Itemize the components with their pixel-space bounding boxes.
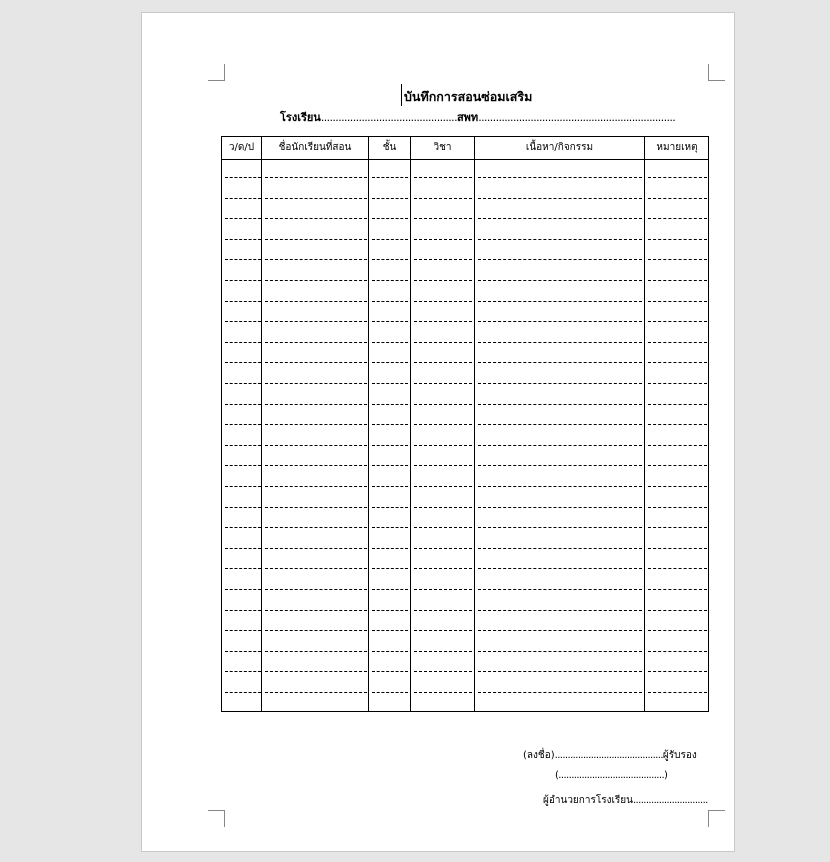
row-dotted-line <box>372 589 408 590</box>
row-dotted-line <box>478 568 642 569</box>
table-row[interactable] <box>222 572 708 593</box>
row-dotted-line <box>265 651 367 652</box>
row-dotted-line <box>648 177 707 178</box>
row-dotted-line <box>265 198 367 199</box>
table-row[interactable] <box>222 325 708 346</box>
row-dotted-line <box>478 280 642 281</box>
row-dotted-line <box>478 692 642 693</box>
row-dotted-line <box>478 630 642 631</box>
table-row[interactable] <box>222 531 708 552</box>
school-line[interactable] <box>280 108 675 126</box>
table-row[interactable] <box>222 551 708 572</box>
document-page <box>141 12 735 852</box>
row-dotted-line <box>648 321 707 322</box>
phone-fill-dots: .................................................................... <box>478 111 676 124</box>
table-row[interactable] <box>222 448 708 469</box>
row-dotted-line <box>414 342 472 343</box>
signature-line[interactable] <box>523 748 697 763</box>
row-dotted-line <box>478 424 642 425</box>
table-row[interactable] <box>222 490 708 511</box>
position-line[interactable] <box>543 793 708 808</box>
row-dotted-line <box>372 198 408 199</box>
row-dotted-line <box>265 507 367 508</box>
row-dotted-line <box>648 218 707 219</box>
table-row[interactable] <box>222 469 708 490</box>
position-label: ผู้อำนวยการโรงเรียน <box>543 795 633 806</box>
row-dotted-line <box>265 465 367 466</box>
table-row[interactable] <box>222 201 708 222</box>
row-dotted-line <box>225 259 261 260</box>
row-dotted-line <box>648 465 707 466</box>
row-dotted-line <box>225 589 261 590</box>
row-dotted-line <box>648 259 707 260</box>
row-dotted-line <box>372 692 408 693</box>
row-dotted-line <box>225 383 261 384</box>
row-dotted-line <box>225 465 261 466</box>
table-row[interactable] <box>222 675 708 696</box>
row-dotted-line <box>372 507 408 508</box>
row-dotted-line <box>648 527 707 528</box>
row-dotted-line <box>265 239 367 240</box>
row-dotted-line <box>478 671 642 672</box>
row-dotted-line <box>372 651 408 652</box>
row-dotted-line <box>478 486 642 487</box>
row-dotted-line <box>265 342 367 343</box>
row-dotted-line <box>648 692 707 693</box>
school-label: โรงเรียน <box>280 111 321 124</box>
table-row[interactable] <box>222 181 708 202</box>
row-dotted-line <box>225 218 261 219</box>
row-dotted-line <box>648 198 707 199</box>
name-line[interactable] <box>555 770 667 781</box>
row-dotted-line <box>372 630 408 631</box>
row-dotted-line <box>648 404 707 405</box>
row-dotted-line <box>265 362 367 363</box>
table-row[interactable] <box>222 160 708 181</box>
row-dotted-line <box>372 301 408 302</box>
row-dotted-line <box>414 445 472 446</box>
row-dotted-line <box>414 280 472 281</box>
phone-label: สพท <box>456 111 479 124</box>
record-table[interactable] <box>221 136 709 712</box>
row-dotted-line <box>265 280 367 281</box>
row-dotted-line <box>225 239 261 240</box>
row-dotted-line <box>414 651 472 652</box>
row-dotted-line <box>372 610 408 611</box>
row-dotted-line <box>648 507 707 508</box>
row-dotted-line <box>265 630 367 631</box>
row-dotted-line <box>265 383 367 384</box>
row-dotted-line <box>372 259 408 260</box>
table-row[interactable] <box>222 222 708 243</box>
row-dotted-line <box>648 589 707 590</box>
row-dotted-line <box>648 342 707 343</box>
row-dotted-line <box>225 651 261 652</box>
row-dotted-line <box>225 568 261 569</box>
row-dotted-line <box>648 630 707 631</box>
row-dotted-line <box>478 383 642 384</box>
row-dotted-line <box>225 301 261 302</box>
row-dotted-line <box>414 692 472 693</box>
row-dotted-line <box>225 424 261 425</box>
row-dotted-line <box>648 280 707 281</box>
row-dotted-line <box>372 568 408 569</box>
crop-mark-top-left <box>208 64 225 81</box>
row-dotted-line <box>414 548 472 549</box>
row-dotted-line <box>478 301 642 302</box>
row-dotted-line <box>225 404 261 405</box>
table-row[interactable] <box>222 407 708 428</box>
row-dotted-line <box>265 527 367 528</box>
row-dotted-line <box>372 527 408 528</box>
crop-mark-bottom-right <box>708 810 725 827</box>
position-fill-dots: ............................. <box>632 795 708 806</box>
row-dotted-line <box>414 198 472 199</box>
table-row[interactable] <box>222 428 708 449</box>
row-dotted-line <box>372 383 408 384</box>
row-dotted-line <box>372 177 408 178</box>
row-dotted-line <box>372 548 408 549</box>
row-dotted-line <box>372 445 408 446</box>
row-dotted-line <box>648 301 707 302</box>
row-dotted-line <box>414 424 472 425</box>
sign-fill-dots: .......................................... <box>554 750 663 761</box>
row-dotted-line <box>478 404 642 405</box>
row-dotted-line <box>478 548 642 549</box>
row-dotted-line <box>372 486 408 487</box>
row-dotted-line <box>414 404 472 405</box>
row-dotted-line <box>265 424 367 425</box>
row-dotted-line <box>414 589 472 590</box>
row-dotted-line <box>648 424 707 425</box>
row-dotted-line <box>372 342 408 343</box>
row-dotted-line <box>372 321 408 322</box>
row-dotted-line <box>372 362 408 363</box>
row-dotted-line <box>478 342 642 343</box>
row-dotted-line <box>265 177 367 178</box>
table-row[interactable] <box>222 510 708 531</box>
row-dotted-line <box>414 486 472 487</box>
row-dotted-line <box>265 589 367 590</box>
row-dotted-line <box>265 671 367 672</box>
row-dotted-line <box>648 486 707 487</box>
row-dotted-line <box>265 486 367 487</box>
text-cursor <box>401 84 402 106</box>
row-dotted-line <box>225 486 261 487</box>
row-dotted-line <box>414 383 472 384</box>
row-dotted-line <box>648 671 707 672</box>
row-dotted-line <box>478 198 642 199</box>
row-dotted-line <box>372 671 408 672</box>
row-dotted-line <box>225 177 261 178</box>
row-dotted-line <box>648 362 707 363</box>
row-dotted-line <box>225 527 261 528</box>
header-remark: หมายเหตุ <box>656 142 698 153</box>
table-header <box>222 137 708 160</box>
row-dotted-line <box>478 610 642 611</box>
table-row[interactable] <box>222 284 708 305</box>
row-dotted-line <box>414 610 472 611</box>
table-row[interactable] <box>222 242 708 263</box>
row-dotted-line <box>265 610 367 611</box>
row-dotted-line <box>265 301 367 302</box>
crop-mark-top-right <box>708 64 725 81</box>
row-dotted-line <box>478 177 642 178</box>
header-grade: ชั้น <box>382 142 397 153</box>
header-content: เนื้อหา/กิจกรรม <box>525 142 594 153</box>
row-dotted-line <box>265 404 367 405</box>
row-dotted-line <box>648 651 707 652</box>
row-dotted-line <box>225 280 261 281</box>
table-row[interactable] <box>222 593 708 614</box>
row-dotted-line <box>478 239 642 240</box>
row-dotted-line <box>414 630 472 631</box>
row-dotted-line <box>372 404 408 405</box>
row-dotted-line <box>414 239 472 240</box>
document-title[interactable]: บันทึกการสอนซ่อมเสริม <box>404 89 533 104</box>
row-dotted-line <box>648 383 707 384</box>
table-row[interactable] <box>222 613 708 634</box>
row-dotted-line <box>478 259 642 260</box>
row-dotted-line <box>478 465 642 466</box>
row-dotted-line <box>225 548 261 549</box>
row-dotted-line <box>414 671 472 672</box>
table-row[interactable] <box>222 345 708 366</box>
row-dotted-line <box>372 424 408 425</box>
row-dotted-line <box>478 527 642 528</box>
row-dotted-line <box>225 362 261 363</box>
crop-mark-bottom-left <box>208 810 225 827</box>
row-dotted-line <box>648 610 707 611</box>
row-dotted-line <box>414 218 472 219</box>
row-dotted-line <box>265 445 367 446</box>
row-dotted-line <box>478 362 642 363</box>
row-dotted-line <box>478 589 642 590</box>
row-dotted-line <box>414 465 472 466</box>
row-dotted-line <box>265 218 367 219</box>
table-row[interactable] <box>222 304 708 325</box>
row-dotted-line <box>372 239 408 240</box>
row-dotted-line <box>648 239 707 240</box>
header-subject: วิชา <box>433 142 452 153</box>
row-dotted-line <box>225 321 261 322</box>
row-dotted-line <box>225 445 261 446</box>
row-dotted-line <box>372 465 408 466</box>
header-student-name: ชื่อนักเรียนที่สอน <box>278 142 352 153</box>
row-dotted-line <box>414 177 472 178</box>
row-dotted-line <box>478 651 642 652</box>
row-dotted-line <box>265 692 367 693</box>
table-row[interactable] <box>222 654 708 675</box>
table-row[interactable] <box>222 634 708 655</box>
row-dotted-line <box>648 445 707 446</box>
row-dotted-line <box>414 568 472 569</box>
row-dotted-line <box>414 259 472 260</box>
row-dotted-line <box>478 321 642 322</box>
row-dotted-line <box>265 259 367 260</box>
table-row[interactable] <box>222 263 708 284</box>
row-dotted-line <box>648 548 707 549</box>
row-dotted-line <box>414 362 472 363</box>
row-dotted-line <box>478 445 642 446</box>
row-dotted-line <box>225 671 261 672</box>
row-dotted-line <box>478 507 642 508</box>
row-dotted-line <box>372 218 408 219</box>
row-dotted-line <box>265 568 367 569</box>
header-date: ว/ด/ป <box>228 142 255 153</box>
school-fill-dots: ............................................... <box>320 111 457 124</box>
row-dotted-line <box>478 218 642 219</box>
row-dotted-line <box>414 301 472 302</box>
row-dotted-line <box>225 692 261 693</box>
row-dotted-line <box>414 527 472 528</box>
row-dotted-line <box>372 280 408 281</box>
row-dotted-line <box>414 507 472 508</box>
row-dotted-line <box>225 198 261 199</box>
table-row[interactable] <box>222 366 708 387</box>
name-parentheses: (.........................................) <box>555 770 668 781</box>
sign-suffix: ผู้รับรอง <box>662 750 697 761</box>
row-dotted-line <box>225 610 261 611</box>
sign-prefix: (ลงชื่อ) <box>523 750 555 761</box>
row-dotted-line <box>648 568 707 569</box>
row-dotted-line <box>265 548 367 549</box>
table-row[interactable] <box>222 387 708 408</box>
row-dotted-line <box>225 630 261 631</box>
row-dotted-line <box>225 507 261 508</box>
row-dotted-line <box>265 321 367 322</box>
row-dotted-line <box>225 342 261 343</box>
row-dotted-line <box>414 321 472 322</box>
